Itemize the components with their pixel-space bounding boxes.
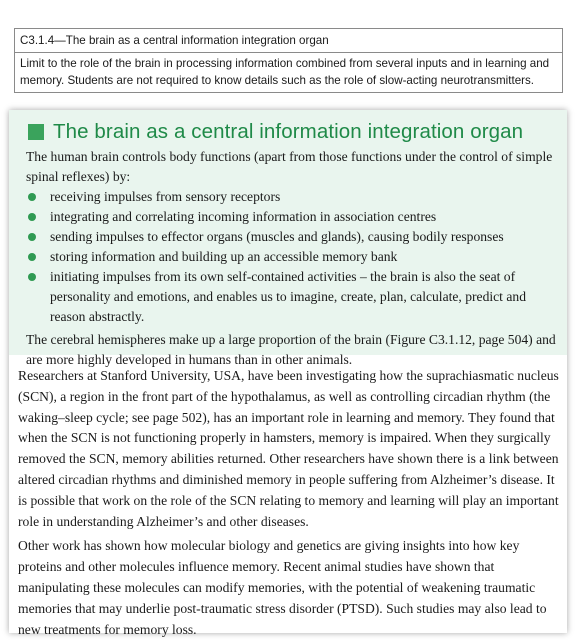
list-item-text: storing information and building up an accessible memory bank — [50, 249, 398, 264]
intro-paragraph: The human brain controls body functions (apart from those functions under the control of simple spinal reflexes) by: — [26, 149, 553, 184]
list-item — [26, 227, 559, 247]
body-text — [18, 366, 563, 640]
bullet-icon — [28, 253, 36, 261]
scn-paragraph: Researchers at Stanford University, USA, have been investigating how the suprachiasmatic nucleus (SCN), a region in the front part of the hypothalamus, as well as controlling circadian rhythm (the waking–sleep cycle; see page 502), has an important role in learning and memory. They found that when the SCN is not functioning properly in hamsters, memory is impaired. When they surgically removed the SCN, memory abilities returned. Other researchers have shown there is a link between altered circadian rhythms and diminished memory in people suffering from Alzheimer’s disease. It is possible that work on the role of the SCN relating to memory and learning will play an important role in understanding Alzheimer’s and other diseases. — [18, 368, 559, 529]
list-item-text: initiating impulses from its own self-contained activities – the brain is also the seat of personality and emotions, and enables us to imagine, create, plan, calculate, predict and reason abstractly. — [50, 269, 526, 324]
topic-panel — [9, 110, 567, 367]
list-item-text: integrating and correlating incoming information in association centres — [50, 209, 437, 224]
list-item-text: receiving impulses from sensory receptors — [50, 189, 281, 204]
bullet-icon — [28, 213, 36, 221]
list-item-text: sending impulses to effector organs (muscles and glands), causing bodily responses — [50, 229, 504, 244]
hemispheres-paragraph: The cerebral hemispheres make up a large proportion of the brain (Figure C3.1.12, page 504) and are more highly developed in humans than in other animals. — [26, 332, 556, 367]
list-item — [26, 267, 559, 327]
syllabus-description: Limit to the role of the brain in processing information combined from several inputs and in learning and memory. Students are not required to know details such as the role of slow-acting neurotransmitters. — [20, 57, 550, 87]
function-list — [26, 187, 559, 327]
heading-square-icon — [28, 124, 44, 140]
list-item — [26, 247, 559, 267]
molecular-paragraph: Other work has shown how molecular biology and genetics are giving insights into how key proteins and other molecules influence memory. Recent animal studies have shown that manipulating these molecules can modify memories, with the potential of weakening traumatic memories that may underlie post-traumatic stress disorder (PTSD). Such studies may also lead to new treatments for memory loss. — [18, 538, 547, 637]
section-heading — [28, 120, 559, 144]
section-title: The brain as a central information integration organ — [53, 120, 524, 143]
syllabus-box — [14, 28, 563, 93]
bullet-icon — [28, 233, 36, 241]
syllabus-code-line: C3.1.4—The brain as a central information integration organ — [15, 29, 562, 53]
textbook-page — [9, 110, 567, 637]
bullet-icon — [28, 273, 36, 281]
list-item — [26, 207, 559, 227]
bullet-icon — [28, 193, 36, 201]
list-item — [26, 187, 559, 207]
